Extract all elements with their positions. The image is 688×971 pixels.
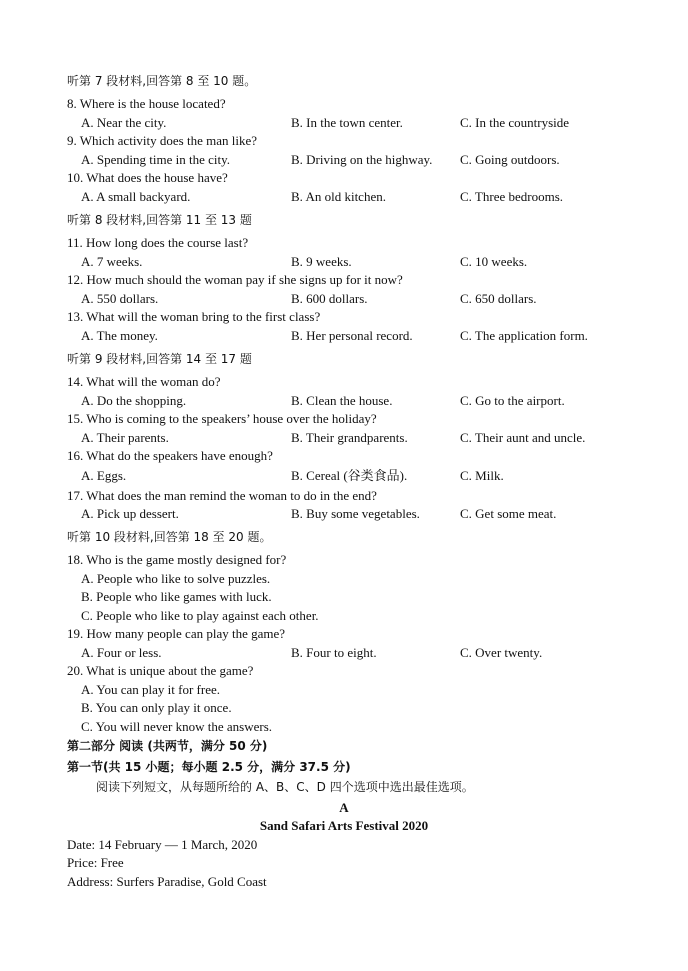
q19-option-a: A. Four or less. [81,645,162,660]
question-13: 13. What will the woman bring to the first class? [67,309,321,324]
passage-letter: A [339,800,349,815]
question-18: 18. Who is the game mostly designed for? [67,552,287,567]
question-17: 17. What does the man remind the woman to do in the end? [67,488,377,503]
q16-option-a: A. Eggs. [81,468,127,483]
q18-option-b: B. People who like games with luck. [81,589,272,604]
question-10: 10. What does the house have? [67,170,228,185]
question-20: 20. What is unique about the game? [67,663,254,678]
q14-option-c: C. Go to the airport. [460,393,565,408]
q17-option-c: C. Get some meat. [460,506,557,521]
q12-option-a: A. 550 dollars. [81,291,159,306]
q18-option-a: A. People who like to solve puzzles. [81,571,271,586]
q20-option-c: C. You will never know the answers. [81,719,273,734]
q9-option-a: A. Spending time in the city. [81,152,230,167]
q9-option-c: C. Going outdoors. [460,152,560,167]
q16-option-c: C. Milk. [460,468,504,483]
q17-option-b: B. Buy some vegetables. [291,506,420,521]
part2-heading: 第二部分 阅读 (共两节，满分 50 分) [67,739,268,753]
question-12: 12. How much should the woman pay if she signs up for it now? [67,272,403,287]
festival-date: Date: 14 February — 1 March, 2020 [67,837,258,852]
question-11: 11. How long does the course last? [67,235,249,250]
q13-option-a: A. The money. [81,328,158,343]
passage-title: Sand Safari Arts Festival 2020 [259,818,429,833]
q15-option-b: B. Their grandparents. [291,430,408,445]
q8-option-c: C. In the countryside [460,115,570,130]
q12-option-c: C. 650 dollars. [460,291,537,306]
section-heading-10: 听第 10 段材料,回答第 18 至 20 题。 [67,530,272,544]
q16-option-b: B. Cereal (谷类食品). [291,468,408,483]
q10-option-c: C. Three bedrooms. [460,189,564,204]
festival-address: Address: Surfers Paradise, Gold Coast [67,874,267,889]
q8-option-b: B. In the town center. [291,115,403,130]
q19-option-c: C. Over twenty. [460,645,543,660]
reading-instruction: 阅读下列短文，从每题所给的 A、B、C、D 四个选项中选出最佳选项。 [96,780,474,794]
q14-option-b: B. Clean the house. [291,393,393,408]
q14-option-a: A. Do the shopping. [81,393,187,408]
festival-price: Price: Free [67,855,124,870]
q11-option-b: B. 9 weeks. [291,254,352,269]
q15-option-c: C. Their aunt and uncle. [460,430,586,445]
q13-option-c: C. The application form. [460,328,588,343]
q9-option-b: B. Driving on the highway. [291,152,433,167]
section-heading-8: 听第 8 段材料,回答第 11 至 13 题 [67,213,252,227]
section-heading-9: 听第 9 段材料,回答第 14 至 17 题 [67,352,252,366]
q10-option-b: B. An old kitchen. [291,189,386,204]
q11-option-a: A. 7 weeks. [81,254,143,269]
question-19: 19. How many people can play the game? [67,626,286,641]
q17-option-a: A. Pick up dessert. [81,506,179,521]
question-9: 9. Which activity does the man like? [67,133,258,148]
question-14: 14. What will the woman do? [67,374,221,389]
q20-option-a: A. You can play it for free. [81,682,220,697]
q10-option-a: A. A small backyard. [81,189,191,204]
q19-option-b: B. Four to eight. [291,645,377,660]
q18-option-c: C. People who like to play against each other. [81,608,319,623]
q20-option-b: B. You can only play it once. [81,700,232,715]
section1-heading: 第一节(共 15 小题；每小题 2.5 分，满分 37.5 分) [67,760,351,774]
question-15: 15. Who is coming to the speakers’ house over the holiday? [67,411,377,426]
q8-option-a: A. Near the city. [81,115,167,130]
q13-option-b: B. Her personal record. [291,328,413,343]
q11-option-c: C. 10 weeks. [460,254,528,269]
section-heading-7: 听第 7 段材料,回答第 8 至 10 题。 [67,74,257,88]
q15-option-a: A. Their parents. [81,430,169,445]
question-16: 16. What do the speakers have enough? [67,448,273,463]
q12-option-b: B. 600 dollars. [291,291,368,306]
question-8: 8. Where is the house located? [67,96,226,111]
